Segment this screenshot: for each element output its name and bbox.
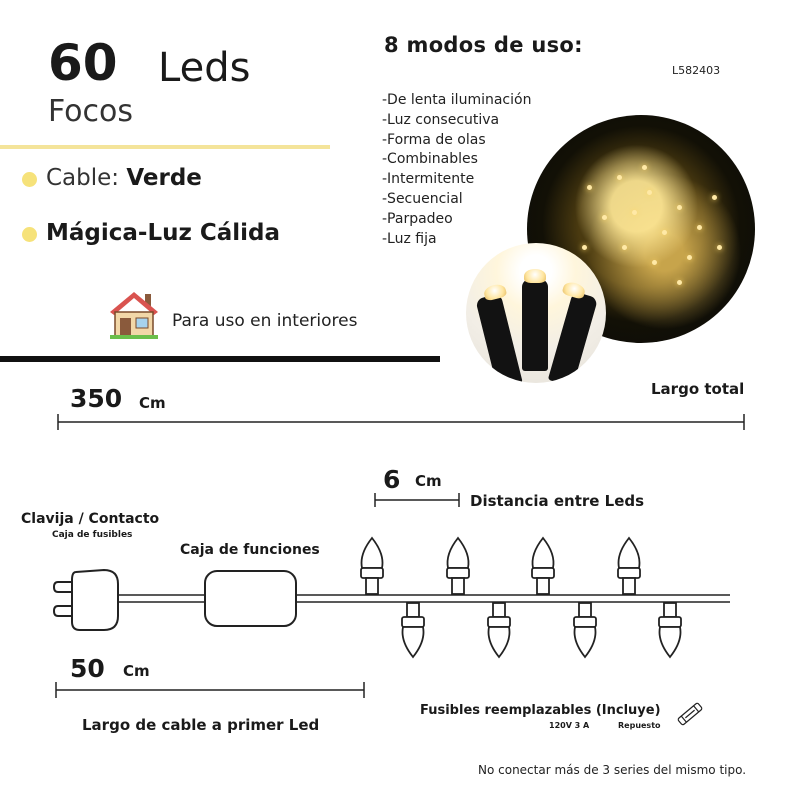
plug-label: Clavija / Contacto	[21, 511, 160, 527]
header-divider	[0, 145, 330, 149]
total-length-label: Largo total	[651, 380, 745, 398]
modes-title: 8 modos de uso:	[384, 33, 583, 57]
modes-list	[382, 91, 531, 249]
mode-item: -Luz consecutiva	[382, 111, 500, 128]
plug-sublabel: Caja de fusibles	[52, 530, 133, 540]
total-length-unit: Cm	[139, 394, 166, 412]
bullet-dot-icon	[22, 172, 37, 187]
mode-item: -Luz fija	[382, 230, 437, 247]
spacing-value: 6	[383, 465, 401, 494]
total-length-value: 350	[70, 384, 123, 413]
lead-length-unit: Cm	[123, 662, 150, 680]
sku-code: L582403	[672, 64, 721, 77]
bullet-dot-icon	[22, 227, 37, 242]
light-type-label: Mágica-Luz Cálida	[46, 220, 281, 246]
indoor-use-label: Para uso en interiores	[172, 311, 358, 331]
footer-note: No conectar más de 3 series del mismo tipo.	[478, 763, 747, 777]
mode-item: -Combinables	[382, 151, 478, 168]
lead-length-label: Largo de cable a primer Led	[82, 716, 320, 734]
mode-item: -Parpadeo	[382, 210, 453, 227]
mode-item: -Forma de olas	[382, 131, 486, 148]
lead-length-value: 50	[70, 654, 105, 683]
bulb-closeup-photo	[466, 243, 606, 383]
focos-label: Focos	[48, 94, 134, 129]
mode-item: -Secuencial	[382, 190, 463, 207]
cable-color-row	[46, 165, 202, 191]
leds-label: Leds	[158, 45, 251, 91]
spacing-label: Distancia entre Leds	[470, 492, 645, 510]
led-count: 60	[48, 34, 118, 92]
mode-item: -De lenta iluminación	[382, 92, 532, 108]
fuse-label: Fusibles reemplazables (Incluye)	[420, 703, 661, 718]
spacing-unit: Cm	[415, 472, 442, 490]
cable-label: Cable:	[46, 165, 120, 191]
section-divider	[0, 356, 440, 362]
controller-label: Caja de funciones	[180, 542, 320, 558]
cable-value: Verde	[126, 165, 202, 191]
fuse-spare-label: Repuesto	[618, 721, 661, 730]
house-icon	[106, 288, 162, 340]
mode-item: -Intermitente	[382, 171, 475, 188]
fuse-spec: 120V 3 A	[549, 721, 590, 730]
